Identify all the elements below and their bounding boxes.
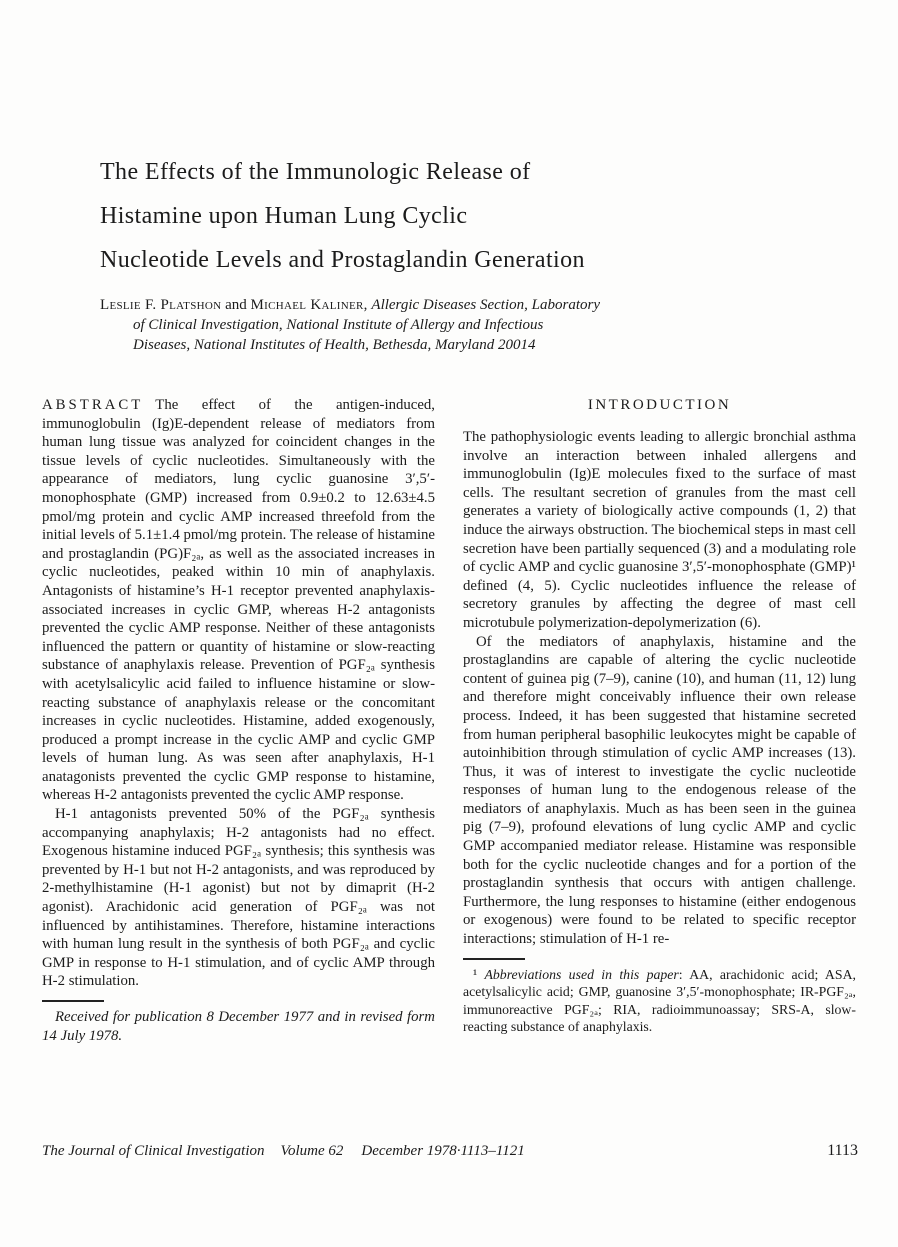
page-number: 1113 xyxy=(827,1142,858,1159)
abstract-column xyxy=(42,396,435,1046)
introduction-heading: INTRODUCTION xyxy=(587,397,732,413)
abstract-label: ABSTRACT xyxy=(42,397,144,413)
title-line-3: Nucleotide Levels and Prostaglandin Generation xyxy=(100,247,585,273)
abstract-paragraph-2: H-1 antagonists prevented 50% of the PGF₂ₐ synthesis accompanying anaphylaxis; H-2 antagonists had no effect. Exogenous histamine induced PGF₂ₐ synthesis; this synthesis was prevented by H-1 but not H-2 antagonists, and was reproduced by 2-methylhistamine (H-1 agonist) but not by dimaprit (H-2 agonist). Arachidonic acid generation of PGF₂ₐ was not influenced by antihistamines. Therefore, histamine interactions with human lung result in the synthesis of both PGF₂ₐ and cyclic GMP in response to H-1 stimulation, and of cyclic AMP through H-2 stimulation. xyxy=(42,806,435,990)
affiliation-line-3: Diseases, National Institutes of Health, Bethesda, Maryland 20014 xyxy=(133,337,536,353)
authors-block xyxy=(100,295,740,355)
author-name-2: Michael Kaliner, xyxy=(250,297,368,313)
received-note-rule xyxy=(42,1000,104,1002)
footnote-marker: ¹ xyxy=(473,966,478,982)
received-note: Received for publication 8 December 1977 and in revised form 14 July 1978. xyxy=(42,1009,435,1044)
footnote-lead: Abbreviations used in this paper xyxy=(484,966,679,982)
introduction-column xyxy=(463,396,856,1036)
article-title xyxy=(100,150,830,282)
author-name-1: Leslie F. Platshon xyxy=(100,297,222,313)
title-line-1: The Effects of the Immunologic Release of xyxy=(100,159,531,185)
footnote-text: : AA, arachidonic acid; ASA, acetylsalicylic acid; GMP, guanosine 3′,5′-monophosphate; IR-PGF₂ₐ, immunoreactive PGF₂ₐ; RIA, radioimmunoassay; SRS-A, slow-reacting substance of anaphylaxis. xyxy=(463,966,856,1035)
affiliation-line-2: of Clinical Investigation, National Institute of Allergy and Infectious xyxy=(133,317,544,333)
issue-date-pages: December 1978·1113–1121 xyxy=(361,1143,525,1159)
authors-line-1 xyxy=(100,295,740,315)
title-block xyxy=(100,150,830,355)
author-conjunction: and xyxy=(225,297,247,313)
abstract-paragraph-1 xyxy=(42,396,435,805)
introduction-paragraph-2: Of the mediators of anaphylaxis, histamine and the prostaglandins are capable of altering the cyclic nucleotide content of guinea pig (7–9), canine (10), and human (11, 12) lung and therefore might conceivably influence their own release process. Indeed, it has been suggested that histamine secreted from human peripheral basophilic leukocytes might be capable of autoinhibition through stimulation of cyclic AMP increases (13). Thus, it was of interest to investigate the cyclic nucleotide responses of human lung to the endogenous release of the mediators of anaphylaxis. Much as has been seen in the guinea pig (7–9), profound elevations of lung cyclic AMP and cyclic GMP accompanied mediator release. Histamine was responsible both for the cyclic nucleotide changes and for a portion of the prostaglandin synthesis that occurs with antigen challenge. Furthermore, the lung responses to histamine (either endogenous or exogenous) were found to be related to specific receptor interactions; stimulation of H-1 re- xyxy=(463,633,856,948)
abstract-paragraph-1-text: The effect of the antigen-induced, immunoglobulin (Ig)E-dependent release of mediators from human lung tissue was analyzed for coincident changes in the tissue levels of cyclic nucleotides. Simultaneously with the appearance of mediators, lung cyclic guanosine 3′,5′-monophosphate (GMP) increased from 0.9±0.2 to 12.63±4.5 pmol/mg protein and cyclic AMP increased threefold from the initial levels of 5.1±1.4 pmol/mg protein. The release of histamine and prostaglandin (PG)F₂ₐ, as well as the associated increases in cyclic nucleotides, peaked within 10 min of anaphylaxis. Antagonists of histamine’s H-1 receptor prevented anaphylaxis-associated increases in cyclic GMP, whereas H-2 antagonists prevented the cyclic AMP response. Neither of these antagonists influenced the pattern or quantity of histamine or slow-reacting substance of anaphylaxis release. Prevention of PGF₂ₐ synthesis with acetylsalicylic acid failed to influence histamine or slow-reacting substance of anaphylaxis release or the concomitant increases in cyclic nucleotides. Histamine, added exogenously, produced a prompt increase in the cyclic AMP and cyclic GMP levels of human lung. As was seen after anaphylaxis, H-1 anatagonists prevented the cyclic GMP response to histamine, whereas H-2 antagonists prevented the cyclic AMP response. xyxy=(42,397,435,804)
journal-name: The Journal of Clinical Investigation xyxy=(42,1143,265,1159)
introduction-paragraph-1: The pathophysiologic events leading to allergic bronchial asthma involve an interaction between inhaled allergens and immunoglobulin (Ig)E molecules fixed to the surface of mast cells. The resultant secretion of granules from the mast cell generates a variety of biologically active compounds (1, 2) that induce the airways obstruction. The biochemical steps in mast cell secretion have been partially sequenced (3) and a modulating role of cyclic AMP and cyclic guanosine 3′,5′-monophosphate (GMP)¹ defined (4, 5). Cyclic nucleotides influence the release of secretory granules by affecting the degree of mast cell microtubule polymerization-depolymerization (6). xyxy=(463,429,856,631)
abbreviations-footnote xyxy=(463,966,856,1036)
volume-label: Volume 62 xyxy=(280,1143,344,1159)
footnote-rule xyxy=(463,958,525,960)
affiliation-line-1: Allergic Diseases Section, Laboratory xyxy=(371,297,600,313)
page-footer xyxy=(42,1142,858,1160)
title-line-2: Histamine upon Human Lung Cyclic xyxy=(100,203,468,229)
